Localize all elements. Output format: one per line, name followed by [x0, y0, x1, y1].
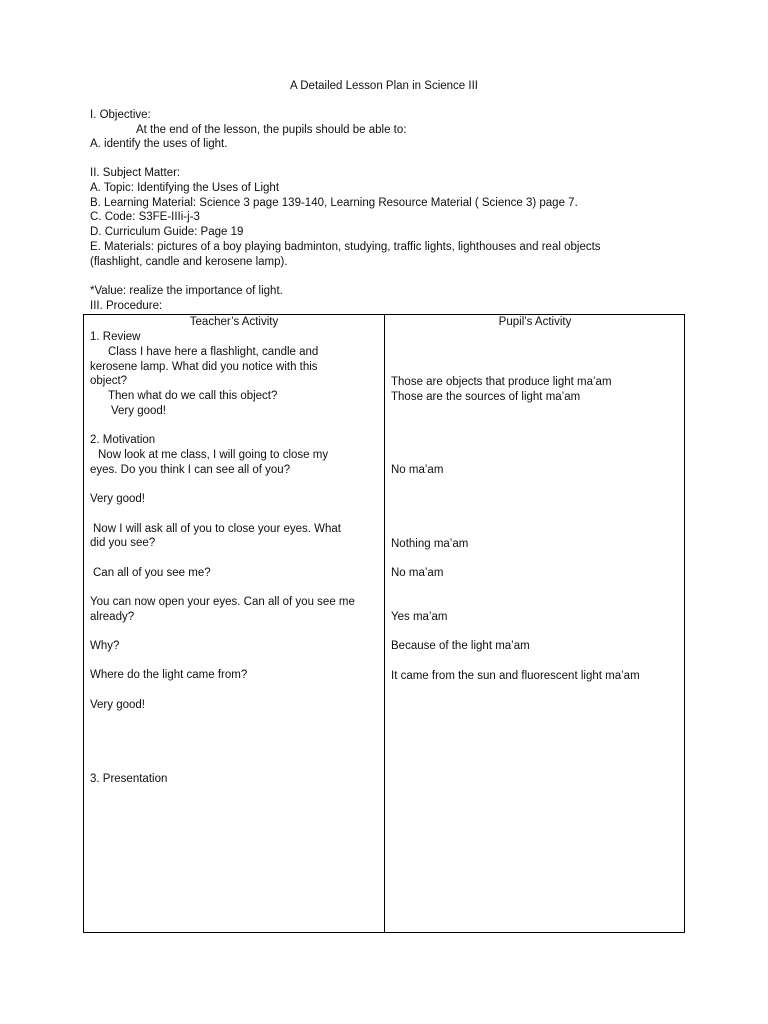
pupil-response: No ma’am [391, 464, 444, 476]
teacher-line: Now I will ask all of you to close your eyes. What [93, 523, 341, 535]
teacher-line: Then what do we call this object? [108, 390, 278, 402]
review-heading: 1. Review [90, 331, 141, 343]
teacher-line: You can now open your eyes. Can all of you see me [90, 596, 355, 608]
teacher-line: eyes. Do you think I can see all of you? [90, 464, 291, 476]
teacher-line: object? [90, 375, 128, 387]
subject-materials-line1: E. Materials: pictures of a boy playing badminton, studying, traffic lights, lighthouses and real objects [90, 241, 601, 253]
teacher-line: kerosene lamp. What did you notice with this [90, 361, 318, 373]
subject-code: C. Code: S3FE-IIIi-j-3 [90, 211, 200, 223]
pupil-response: Those are the sources of light ma’am [391, 391, 581, 403]
motivation-heading: 2. Motivation [90, 434, 156, 446]
subject-materials-line2: (flashlight, candle and kerosene lamp). [90, 256, 288, 268]
subject-learning-material: B. Learning Material: Science 3 page 139-140, Learning Resource Material ( Science 3) page 7. [90, 197, 578, 209]
teacher-line: Very good! [111, 405, 166, 417]
page-title: A Detailed Lesson Plan in Science III [290, 80, 478, 92]
pupil-response: Nothing ma’am [391, 538, 469, 550]
pupil-response: No ma’am [391, 567, 444, 579]
subject-curriculum-guide: D. Curriculum Guide: Page 19 [90, 226, 244, 238]
objective-intro: At the end of the lesson, the pupils should be able to: [136, 124, 407, 136]
column-divider [384, 315, 385, 932]
teacher-line: Very good! [90, 699, 145, 711]
teacher-line: Class I have here a flashlight, candle and [108, 346, 319, 358]
value-statement: *Value: realize the importance of light. [90, 285, 283, 297]
teacher-line: already? [90, 611, 135, 623]
pupil-response: It came from the sun and fluorescent light ma’am [391, 670, 640, 682]
procedure-heading: III. Procedure: [90, 300, 163, 312]
activity-table [83, 314, 685, 933]
teacher-line: Where do the light came from? [90, 669, 248, 681]
teacher-line: Can all of you see me? [93, 567, 211, 579]
pupil-response: Yes ma’am [391, 611, 448, 623]
teacher-line: Very good! [90, 493, 145, 505]
teacher-line: Now look at me class, I will going to close my [98, 449, 329, 461]
objective-item-a: A. identify the uses of light. [90, 138, 228, 150]
subject-matter-heading: II. Subject Matter: [90, 167, 181, 179]
pupil-activity-header: Pupil’s Activity [498, 316, 572, 328]
teacher-activity-header: Teacher’s Activity [189, 316, 279, 328]
pupil-response: Because of the light ma’am [391, 640, 530, 652]
teacher-line: Why? [90, 640, 120, 652]
teacher-line: did you see? [90, 537, 156, 549]
presentation-heading: 3. Presentation [90, 773, 168, 785]
pupil-response: Those are objects that produce light ma’am [391, 376, 612, 388]
objective-heading: I. Objective: [90, 109, 151, 121]
subject-topic: A. Topic: Identifying the Uses of Light [90, 182, 280, 194]
